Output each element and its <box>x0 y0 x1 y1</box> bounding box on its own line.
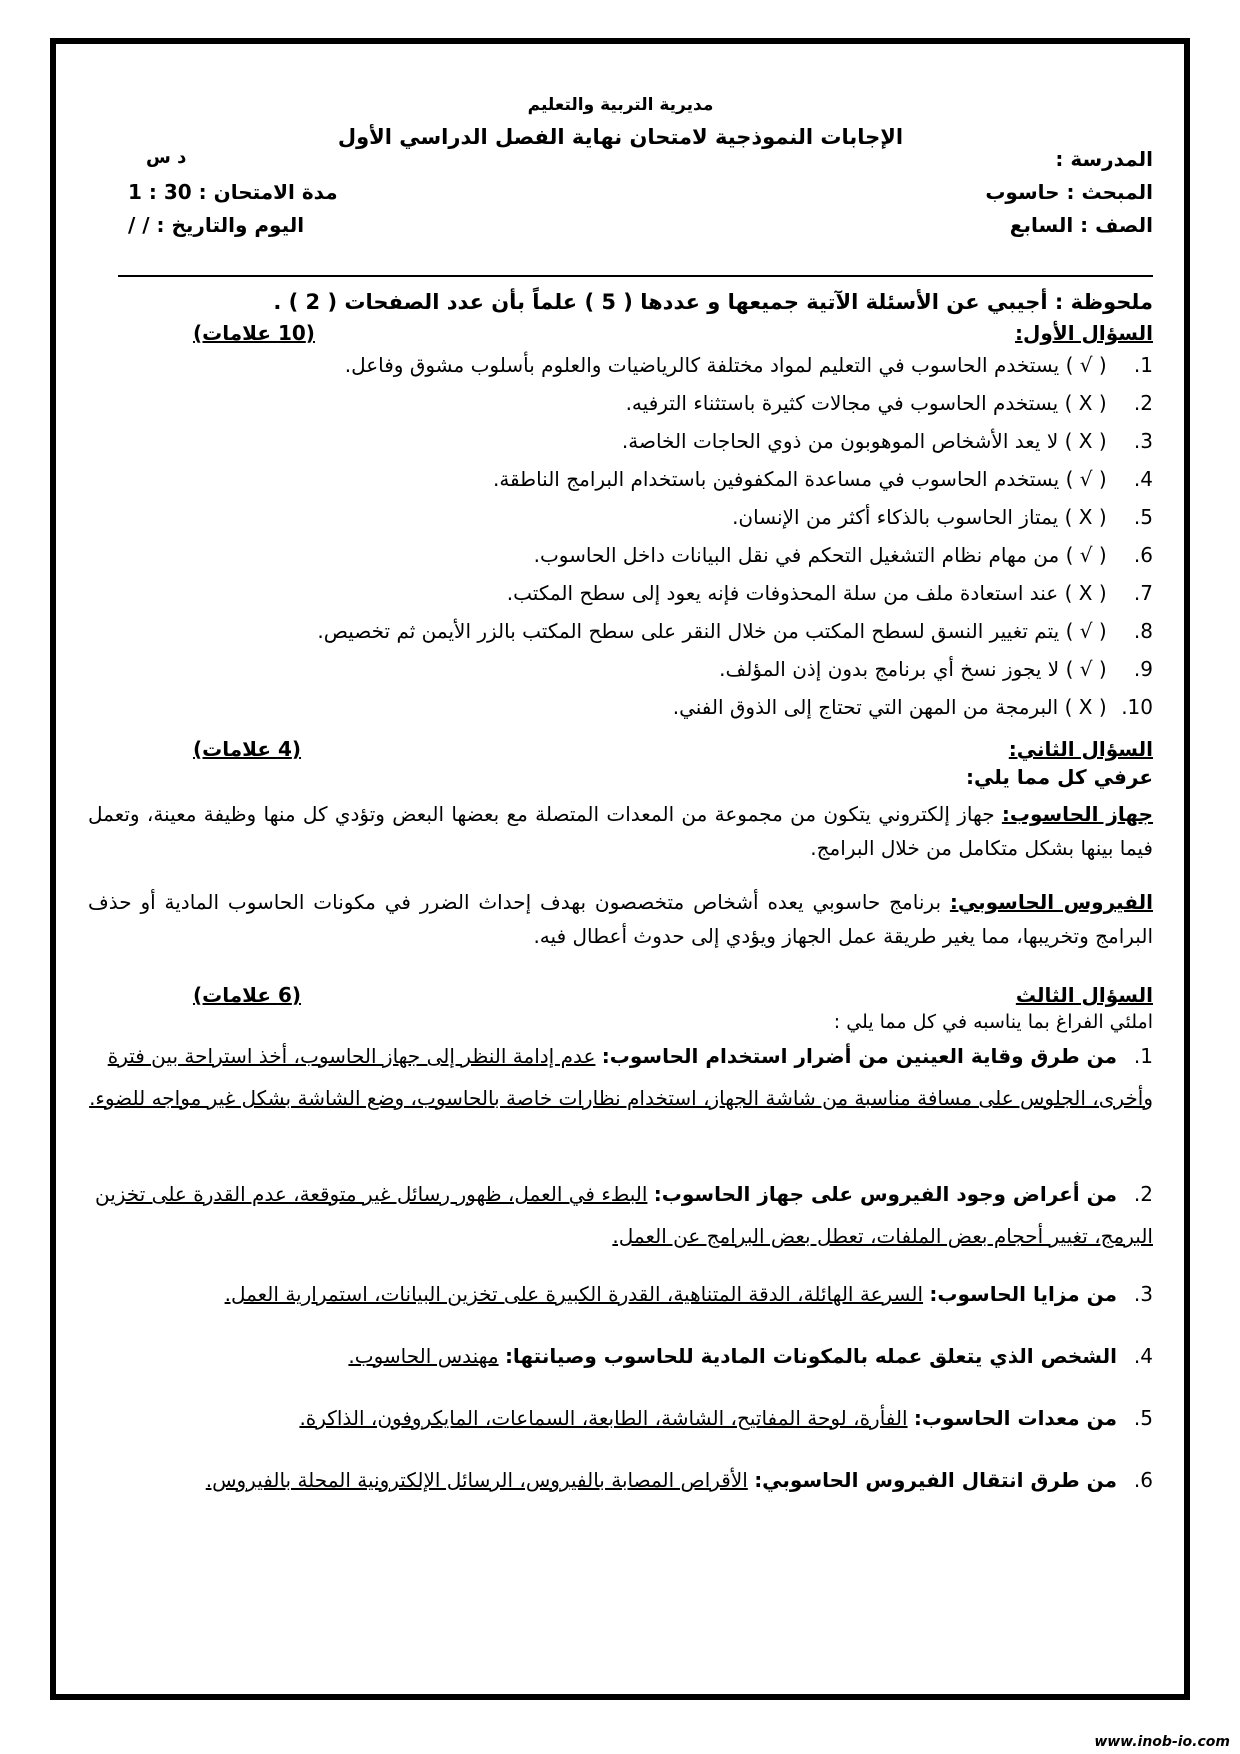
fill-answer: البطء في العمل، ظهور رسائل غير متوقعة، عدم القدرة على تخزين البرمج، تغيير أحجام بعض الملفات، تعطل بعض البرامج عن العمل. <box>94 1182 1153 1248</box>
fill-prompt: من معدات الحاسوب: <box>913 1406 1117 1430</box>
q2-title: السؤال الثاني: <box>1008 737 1153 761</box>
tf-num: 3. <box>1133 429 1153 453</box>
q1-marks: (10 علامات) <box>193 321 315 345</box>
fill-item <box>88 1273 1153 1315</box>
directorate-title: مديرية التربية والتعليم <box>527 95 714 115</box>
definition-term: الفيروس الحاسوبي: <box>949 890 1153 914</box>
tf-num: 8. <box>1133 619 1153 643</box>
tf-text: يمتاز الحاسوب بالذكاء أكثر من الإنسان. <box>732 505 1059 529</box>
definition-computer <box>88 797 1153 865</box>
fill-answer: السرعة الهائلة، الدقة المتناهية، القدرة الكبيرة على تخزين البيانات، استمرارية العمل. <box>224 1282 924 1306</box>
exam-title: الإجابات النموذجية لامتحان نهاية الفصل الدراسي الأول <box>337 125 904 149</box>
tf-text: يستخدم الحاسوب في التعليم لمواد مختلفة كالرياضيات والعلوم بأسلوب مشوق وفاعل. <box>344 353 1060 377</box>
tf-text: يستخدم الحاسوب في مجالات كثيرة باستثناء الترفيه. <box>625 391 1059 415</box>
tf-num: 5. <box>1133 505 1153 529</box>
tf-item <box>88 353 1153 377</box>
q3-marks: (6 علامات) <box>193 983 302 1007</box>
tf-answer: ( X ) <box>1064 505 1107 529</box>
tf-answer: ( √ ) <box>1065 543 1107 567</box>
fill-prompt: من طرق وقاية العينين من أضرار استخدام الحاسوب: <box>601 1044 1117 1068</box>
fill-answer: الفأرة، لوحة المفاتيح، الشاشة، الطابعة، السماعات، المايكروفون، الذاكرة. <box>299 1406 908 1430</box>
tf-num: 4. <box>1133 467 1153 491</box>
tf-item <box>88 543 1153 567</box>
tf-text: لا يعد الأشخاص الموهوبون من ذوي الحاجات الخاصة. <box>621 429 1059 453</box>
tf-item <box>88 505 1153 529</box>
fill-prompt: من طرق انتقال الفيروس الحاسوبي: <box>754 1468 1117 1492</box>
tf-num: 1. <box>1133 353 1153 377</box>
tf-text: يتم تغيير النسق لسطح المكتب من خلال النقر على سطح المكتب بالزر الأيمن ثم تخصيص. <box>317 619 1060 643</box>
tf-num: 7. <box>1133 581 1153 605</box>
tf-item <box>88 391 1153 415</box>
q3-title: السؤال الثالث <box>1015 983 1153 1007</box>
fill-item <box>88 1035 1153 1119</box>
fill-prompt: الشخص الذي يتعلق عمله بالمكونات المادية للحاسوب وصيانتها: <box>504 1344 1117 1368</box>
fill-num: 3. <box>1133 1282 1153 1306</box>
fill-num: 6. <box>1133 1468 1153 1492</box>
site-watermark: www.inob-io.com <box>1094 1734 1230 1750</box>
tf-text: البرمجة من المهن التي تحتاج إلى الذوق الفني. <box>672 695 1059 719</box>
definition-text: جهاز إلكتروني يتكون من مجموعة من المعدات المتصلة مع بعضها البعض وتؤدي كل منها وظيفة معينة، وتعمل فيما بينها بشكل متكامل من خلال البرامج. <box>88 802 1153 860</box>
fill-prompt: من أعراض وجود الفيروس على جهاز الحاسوب: <box>653 1182 1117 1206</box>
tf-text: لا يجوز نسخ أي برنامج بدون إذن المؤلف. <box>719 657 1060 681</box>
tf-answer: ( X ) <box>1064 695 1107 719</box>
tf-num: 9. <box>1133 657 1153 681</box>
fill-answer: مهندس الحاسوب. <box>348 1344 499 1368</box>
tf-answer: ( X ) <box>1064 391 1107 415</box>
q2-marks: (4 علامات) <box>193 737 302 761</box>
tf-answer: ( X ) <box>1064 581 1107 605</box>
tf-item <box>88 581 1153 605</box>
fill-prompt: من مزايا الحاسوب: <box>929 1282 1117 1306</box>
fill-item <box>88 1173 1153 1257</box>
fill-num: 4. <box>1133 1344 1153 1368</box>
tf-text: عند استعادة ملف من سلة المحذوفات فإنه يعود إلى سطح المكتب. <box>506 581 1059 605</box>
tf-item <box>88 695 1153 719</box>
tf-answer: ( √ ) <box>1065 353 1107 377</box>
tf-num: 6. <box>1133 543 1153 567</box>
tf-answer: ( √ ) <box>1065 619 1107 643</box>
tf-item <box>88 467 1153 491</box>
tf-answer: ( √ ) <box>1065 467 1107 491</box>
header-divider <box>118 275 1153 277</box>
definition-term: جهاز الحاسوب: <box>1001 802 1154 826</box>
definition-virus <box>88 885 1153 953</box>
exam-note: ملحوظة : أجيبي عن الأسئلة الآتية جميعها و عددها ( 5 ) علماً بأن عدد الصفحات ( 2 ) . <box>273 290 1153 314</box>
q2-instruction: عرفي كل مما يلي: <box>965 765 1153 789</box>
date-field: اليوم والتاريخ : / / <box>128 213 305 237</box>
fill-item <box>88 1335 1153 1377</box>
tf-num: 10. <box>1121 695 1153 719</box>
tf-text: يستخدم الحاسوب في مساعدة المكفوفين باستخدام البرامج الناطقة. <box>492 467 1060 491</box>
tf-num: 2. <box>1133 391 1153 415</box>
fill-num: 1. <box>1133 1044 1153 1068</box>
school-field: المدرسة : <box>1055 147 1153 171</box>
definition-text: برنامج حاسوبي يعده أشخاص متخصصون بهدف إحداث الضرر في مكونات الحاسوب المادية أو حذف البرامج وتخريبها، مما يغير طريقة عمل الجهاز ويؤدي إلى حدوث أعطال فيه. <box>88 890 1153 948</box>
tf-answer: ( √ ) <box>1065 657 1107 681</box>
q3-instruction: املئي الفراغ بما يناسبه في كل مما يلي : <box>833 1011 1153 1033</box>
tf-text: من مهام نظام التشغيل التحكم في نقل البيانات داخل الحاسوب. <box>533 543 1060 567</box>
grade-field: الصف : السابع <box>1009 213 1153 237</box>
fill-item <box>88 1397 1153 1439</box>
q1-title: السؤال الأول: <box>1015 321 1153 345</box>
tf-answer: ( X ) <box>1064 429 1107 453</box>
duration-units: د س <box>146 147 187 168</box>
fill-num: 5. <box>1133 1406 1153 1430</box>
subject-field: المبحث : حاسوب <box>985 180 1153 204</box>
page-border <box>50 38 1190 1700</box>
tf-item <box>88 429 1153 453</box>
tf-item <box>88 657 1153 681</box>
fill-answer: عدم إدامة النظر إلى جهاز الحاسوب، أخذ استراحة بين فترة وأخرى، الجلوس على مسافة مناسبة من شاشة الجهاز، استخدام نظارات خاصة بالحاسوب، وضع الشاشة بشكل غير مواجه للضوء. <box>89 1044 1153 1110</box>
duration-field: مدة الامتحان : 30 : 1 <box>128 180 338 204</box>
fill-item <box>88 1459 1153 1501</box>
fill-answer: الأقراص المصابة بالفيروس، الرسائل الإلكترونية المحلة بالفيروس. <box>205 1468 748 1492</box>
fill-num: 2. <box>1133 1182 1153 1206</box>
tf-item <box>88 619 1153 643</box>
